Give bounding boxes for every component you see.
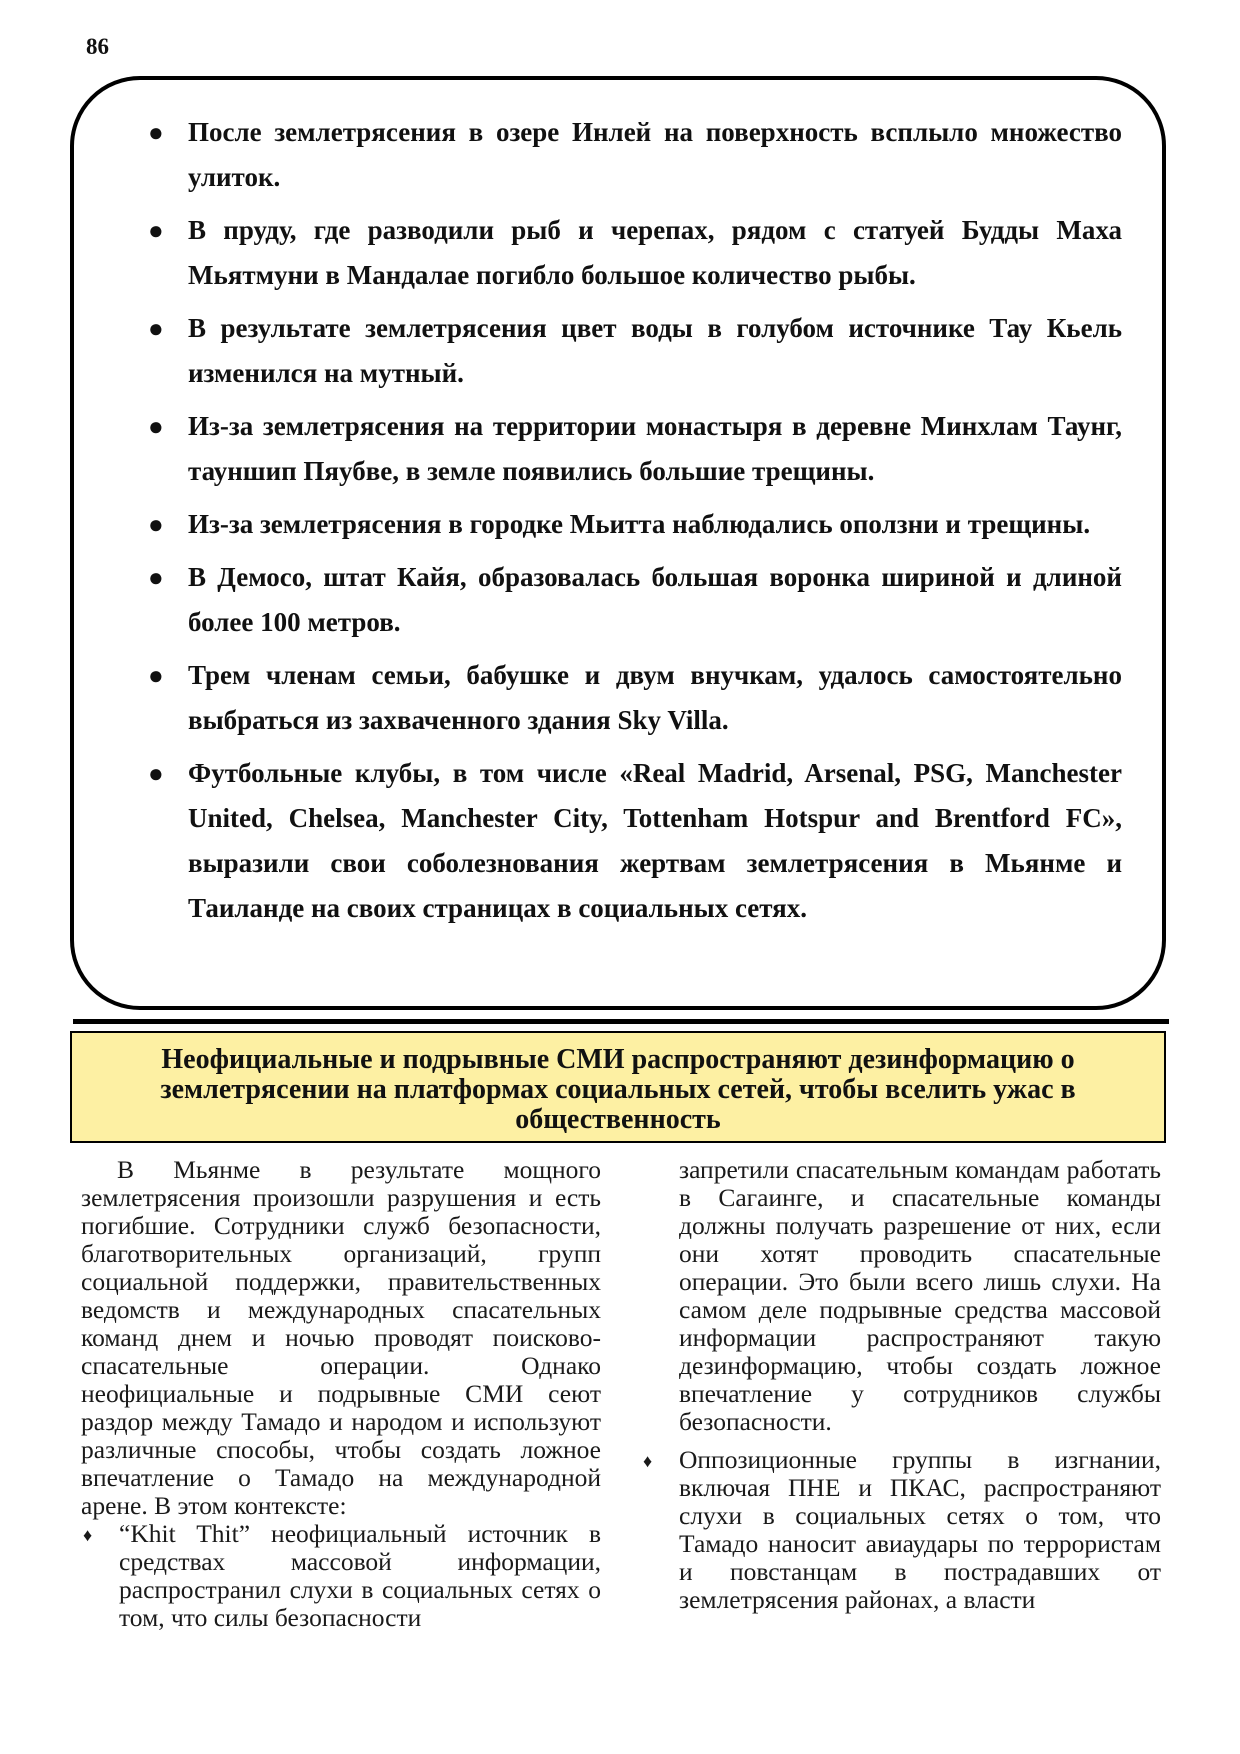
list-item-text: В пруду, где разводили рыб и черепах, рядом с статуей Будды Маха Мьятмуни в Мандалае погибло большое количество рыбы. bbox=[188, 215, 1122, 290]
list-item-text: Оппозиционные группы в изгнании, включая ПНЕ и ПКАС, распространяют слухи в социальных сетях о том, что Тамадо наносит авиаудары по террористам и повстанцам в пострадавших от землетрясения районах, а власти bbox=[679, 1445, 1161, 1614]
bullet-icon: ● bbox=[148, 314, 164, 343]
bullet-icon: ● bbox=[148, 216, 164, 245]
bullet-icon: ● bbox=[148, 563, 164, 592]
bullet-icon: ● bbox=[148, 510, 164, 539]
list-item bbox=[116, 751, 1122, 931]
bullet-icon: ● bbox=[148, 759, 164, 788]
list-item bbox=[116, 404, 1122, 494]
left-column bbox=[81, 1156, 601, 1632]
diamond-bullet-icon: ♦ bbox=[643, 1451, 653, 1471]
bullet-icon: ● bbox=[148, 661, 164, 690]
list-item-text: Из-за землетрясения в городке Мьитта наблюдались оползни и трещины. bbox=[188, 509, 1091, 539]
diamond-bullet-icon: ♦ bbox=[83, 1525, 93, 1545]
facts-list bbox=[116, 110, 1122, 939]
list-item-text: Трем членам семьи, бабушке и двум внучкам, удалось самостоятельно выбраться из захваченного здания Sky Villa. bbox=[188, 660, 1122, 735]
section-headline: Неофициальные и подрывные СМИ распространяют дезинформацию о землетрясении на платформах социальных сетей, чтобы вселить ужас в общественность bbox=[70, 1031, 1166, 1143]
list-item-text: В результате землетрясения цвет воды в голубом источнике Тау Кьель изменился на мутный. bbox=[188, 313, 1122, 388]
section-divider bbox=[73, 1019, 1169, 1024]
list-item bbox=[641, 1446, 1161, 1614]
list-item bbox=[116, 502, 1122, 547]
list-item-text: В Демосо, штат Кайя, образовалась большая воронка шириной и длиной более 100 метров. bbox=[188, 562, 1122, 637]
list-item bbox=[116, 653, 1122, 743]
list-item bbox=[116, 555, 1122, 645]
page-number: 86 bbox=[86, 34, 109, 59]
list-item-text: Из-за землетрясения на территории монастыря в деревне Минхлам Таунг, тауншип Пяубве, в земле появились большие трещины. bbox=[188, 411, 1122, 486]
list-item bbox=[116, 306, 1122, 396]
facts-box bbox=[70, 76, 1166, 1010]
list-item bbox=[116, 110, 1122, 200]
list-item-text: Футбольные клубы, в том числе «Real Madrid, Arsenal, PSG, Manchester United, Chelsea, Manchester City, Tottenham Hotspur and Brentford FC», выразили свои соболезнования жертвам землетрясения в Мьянме и Таиланде на своих страницах в социальных сетях. bbox=[188, 758, 1122, 923]
list-item bbox=[81, 1520, 601, 1632]
continued-paragraph: запретили спасательным командам работать в Сагаинге, и спасательные команды должны получать разрешение от них, если они хотят проводить спасательные операции. Это были всего лишь слухи. На самом деле подрывные средства массовой информации распространяют такую дезинформацию, чтобы создать ложное впечатление у сотрудников службы безопасности. bbox=[679, 1155, 1161, 1436]
intro-paragraph: В Мьянме в результате мощного землетрясения произошли разрушения и есть погибшие. Сотрудники служб безопасности, благотворительных организаций, групп социальной поддержки, правительственных ведомств и международных спасательных команд днем и ночью проводят поисково-спасательные операции. Однако неофициальные и подрывные СМИ сеют раздор между Тамадо и народом и используют различные способы, чтобы создать ложное впечатление о Тамадо на международной арене. В этом контексте: bbox=[81, 1155, 601, 1520]
list-item-text: “Khit Thit” неофициальный источник в средствах массовой информации, распространил слухи в социальных сетях о том, что силы безопасности bbox=[119, 1519, 601, 1632]
list-item-text: После землетрясения в озере Инлей на поверхность всплыло множество улиток. bbox=[188, 117, 1122, 192]
bullet-icon: ● bbox=[148, 118, 164, 147]
right-column bbox=[641, 1156, 1161, 1614]
list-item bbox=[116, 208, 1122, 298]
bullet-icon: ● bbox=[148, 412, 164, 441]
